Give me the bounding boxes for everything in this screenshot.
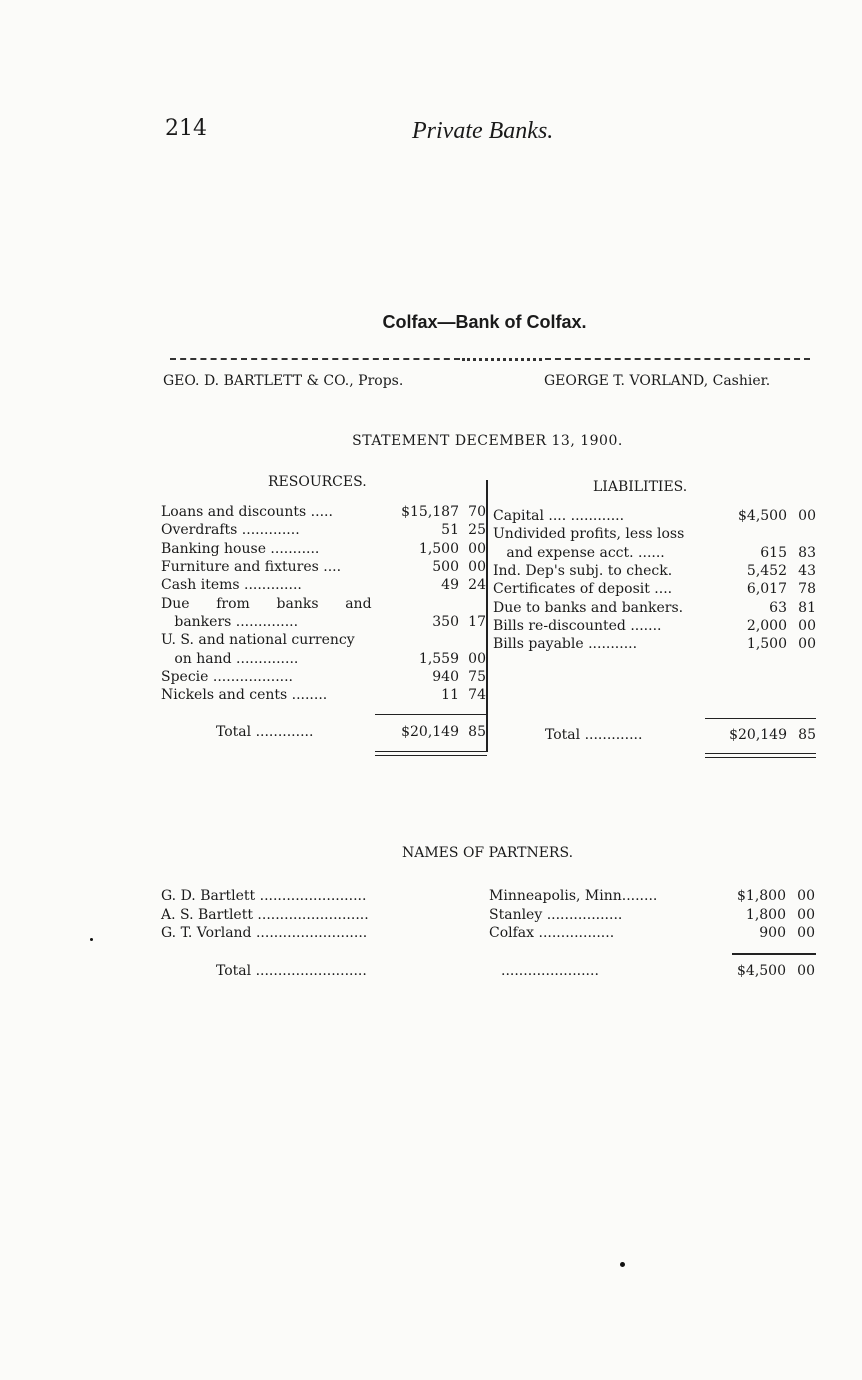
liability-cents: 83 bbox=[798, 545, 816, 561]
liability-dollars: 5,452 bbox=[746, 563, 787, 579]
resources-header: RESOURCES. bbox=[268, 474, 367, 490]
partner-place: Stanley ................. bbox=[489, 907, 623, 923]
liability-label: Due to banks and bankers. bbox=[493, 600, 684, 616]
resource-label: Cash items ............. bbox=[161, 577, 302, 593]
proprietors: GEO. D. BARTLETT & CO., Props. bbox=[163, 373, 404, 389]
resource-label: Loans and discounts ..... bbox=[161, 504, 333, 520]
resource-row bbox=[161, 651, 486, 669]
partner-dollars: 1,800 bbox=[745, 907, 786, 923]
liability-cents: 43 bbox=[798, 563, 816, 579]
statement-title: STATEMENT DECEMBER 13, 1900. bbox=[352, 433, 623, 449]
liability-row bbox=[493, 600, 816, 618]
resource-label: Furniture and fixtures .... bbox=[161, 559, 342, 575]
cashier: GEORGE T. VORLAND, Cashier. bbox=[544, 373, 771, 389]
liability-label: Capital .... ............ bbox=[493, 508, 625, 524]
resource-label: U. S. and national currency bbox=[161, 632, 355, 648]
resource-cents: 74 bbox=[468, 687, 486, 703]
partner-place: Minneapolis, Minn........ bbox=[489, 888, 658, 904]
partner-row bbox=[161, 925, 815, 943]
resource-row bbox=[161, 522, 486, 540]
decorative-rule-center bbox=[462, 358, 542, 361]
resources-sum-line bbox=[375, 714, 487, 715]
liability-row bbox=[493, 508, 816, 526]
partners-title: NAMES OF PARTNERS. bbox=[401, 845, 574, 861]
liabilities-total-dollars: $20,149 bbox=[729, 727, 787, 743]
liability-label: Bills re-discounted ....... bbox=[493, 618, 662, 634]
liability-dollars: 6,017 bbox=[746, 581, 787, 597]
decorative-rule-left bbox=[170, 358, 460, 360]
resource-row bbox=[161, 614, 486, 632]
liability-cents: 78 bbox=[798, 581, 816, 597]
liability-dollars: 1,500 bbox=[746, 636, 787, 652]
resource-dollars: 500 bbox=[432, 559, 459, 575]
liability-dollars: 615 bbox=[760, 545, 787, 561]
partner-place: Colfax ................. bbox=[489, 925, 615, 941]
liability-row bbox=[493, 636, 816, 654]
liability-row bbox=[493, 581, 816, 599]
resource-cents: 17 bbox=[468, 614, 486, 630]
resources-total-row bbox=[161, 724, 486, 742]
resource-dollars: 350 bbox=[432, 614, 459, 630]
partner-name: A. S. Bartlett ......................... bbox=[161, 907, 369, 923]
liability-cents: 81 bbox=[798, 600, 816, 616]
partner-dollars: 900 bbox=[759, 925, 786, 941]
running-head: Private Banks. bbox=[412, 118, 554, 144]
partners-total-cents: 00 bbox=[797, 963, 815, 979]
resources-total-label: Total ............. bbox=[216, 724, 314, 740]
resource-label: Specie .................. bbox=[161, 669, 293, 685]
liabilities-total-row bbox=[493, 727, 816, 745]
liability-row bbox=[493, 545, 816, 563]
column-divider bbox=[486, 480, 488, 752]
resource-cents: 75 bbox=[468, 669, 486, 685]
liability-dollars: $4,500 bbox=[738, 508, 787, 524]
partner-row bbox=[161, 888, 815, 906]
resource-cents: 70 bbox=[468, 504, 486, 520]
partners-total-row bbox=[161, 963, 815, 981]
partner-name: G. T. Vorland ......................... bbox=[161, 925, 368, 941]
liability-label: Undivided profits, less loss bbox=[493, 526, 685, 542]
partner-cents: 00 bbox=[797, 888, 815, 904]
resources-total-dollars: $20,149 bbox=[401, 724, 459, 740]
resource-dollars: 940 bbox=[432, 669, 459, 685]
resource-dollars: $15,187 bbox=[401, 504, 459, 520]
resources-double-rule bbox=[375, 751, 487, 756]
resource-label: bankers .............. bbox=[161, 614, 299, 630]
partner-name: G. D. Bartlett ........................ bbox=[161, 888, 367, 904]
liabilities-double-rule bbox=[705, 753, 816, 758]
resource-row bbox=[161, 577, 486, 595]
liabilities-total-cents: 85 bbox=[798, 727, 816, 743]
resources-total-cents: 85 bbox=[468, 724, 486, 740]
partners-total-label: Total ......................... bbox=[216, 963, 367, 979]
partners-total-dots: ...................... bbox=[501, 963, 599, 979]
resource-dollars: 11 bbox=[441, 687, 459, 703]
resource-row bbox=[161, 687, 486, 705]
liability-row bbox=[493, 563, 816, 581]
liability-row bbox=[493, 618, 816, 636]
liability-dollars: 63 bbox=[769, 600, 787, 616]
ink-speck bbox=[620, 1262, 625, 1267]
partners-sum-line bbox=[732, 953, 816, 955]
resource-cents: 00 bbox=[468, 559, 486, 575]
resource-dollars: 1,559 bbox=[418, 651, 459, 667]
resource-dollars: 51 bbox=[441, 522, 459, 538]
resource-dollars: 49 bbox=[441, 577, 459, 593]
resource-cents: 25 bbox=[468, 522, 486, 538]
partner-cents: 00 bbox=[797, 925, 815, 941]
page-number: 214 bbox=[165, 116, 207, 141]
resource-row bbox=[161, 596, 486, 614]
liability-cents: 00 bbox=[798, 508, 816, 524]
liability-label: Bills payable ........... bbox=[493, 636, 638, 652]
resource-row bbox=[161, 632, 486, 650]
liability-row bbox=[493, 526, 816, 544]
resource-row bbox=[161, 541, 486, 559]
partners-total-dollars: $4,500 bbox=[737, 963, 786, 979]
liability-label: Ind. Dep's subj. to check. bbox=[493, 563, 673, 579]
resource-label: Due from banks and bbox=[161, 596, 372, 612]
liability-cents: 00 bbox=[798, 618, 816, 634]
liability-label: and expense acct. ...... bbox=[493, 545, 665, 561]
liabilities-sum-line bbox=[705, 718, 816, 719]
liabilities-total-label: Total ............. bbox=[545, 727, 643, 743]
resource-label: Overdrafts ............. bbox=[161, 522, 300, 538]
resource-row bbox=[161, 559, 486, 577]
partner-dollars: $1,800 bbox=[737, 888, 786, 904]
resource-label: on hand .............. bbox=[161, 651, 299, 667]
resource-cents: 24 bbox=[468, 577, 486, 593]
liabilities-header: LIABILITIES. bbox=[593, 479, 688, 495]
decorative-rule-right bbox=[545, 358, 810, 360]
resource-row bbox=[161, 504, 486, 522]
resource-cents: 00 bbox=[468, 541, 486, 557]
liability-cents: 00 bbox=[798, 636, 816, 652]
resource-cents: 00 bbox=[468, 651, 486, 667]
ink-speck bbox=[90, 938, 93, 941]
resource-label: Nickels and cents ........ bbox=[161, 687, 328, 703]
liability-dollars: 2,000 bbox=[746, 618, 787, 634]
partner-row bbox=[161, 907, 815, 925]
liability-label: Certificates of deposit .... bbox=[493, 581, 673, 597]
resource-label: Banking house ........... bbox=[161, 541, 320, 557]
partner-cents: 00 bbox=[797, 907, 815, 923]
bank-title: Colfax—Bank of Colfax. bbox=[382, 312, 587, 332]
resource-row bbox=[161, 669, 486, 687]
resource-dollars: 1,500 bbox=[418, 541, 459, 557]
